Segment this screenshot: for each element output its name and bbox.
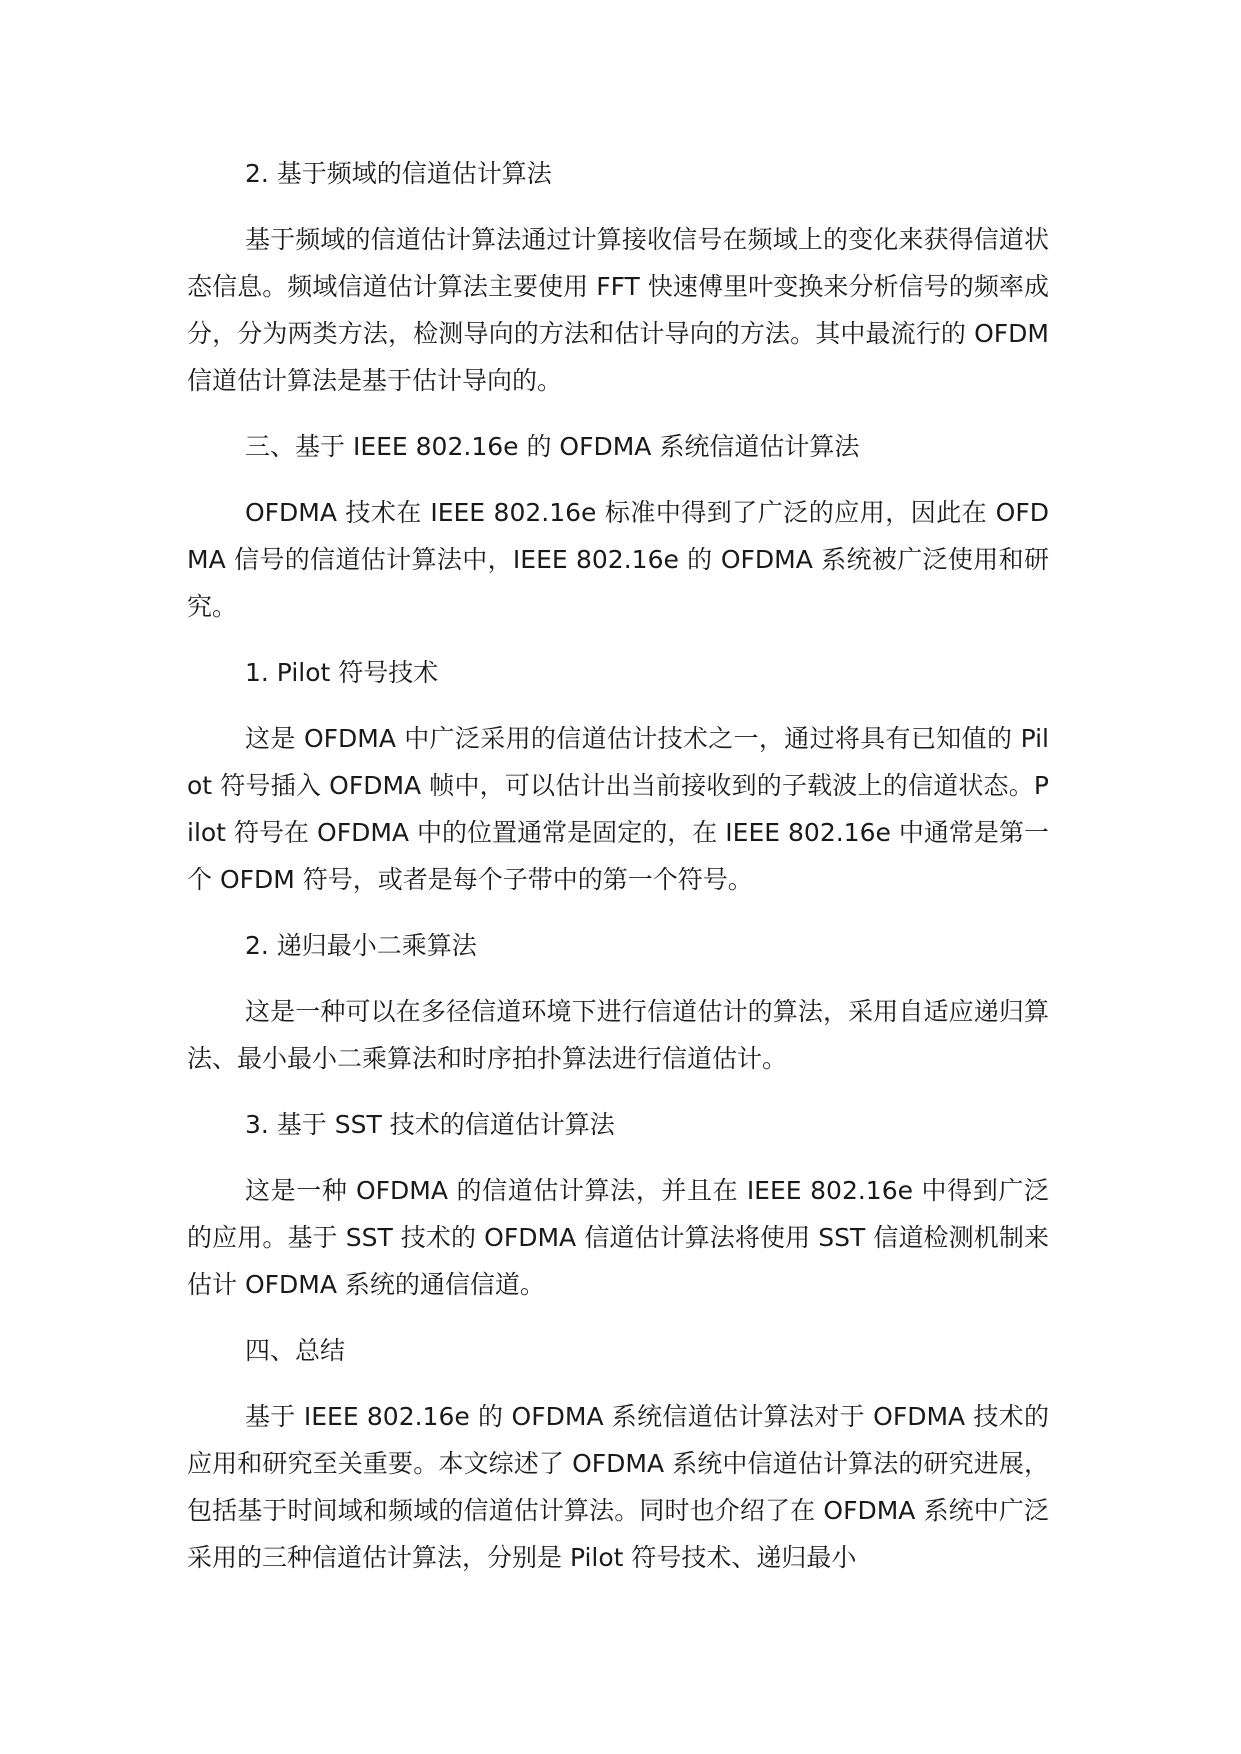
section-heading-pilot: 1. Pilot 符号技术 <box>245 658 439 687</box>
section-heading-sst: 3. 基于 SST 技术的信道估计算法 <box>245 1110 615 1139</box>
paragraph-ieee: OFDMA 技术在 IEEE 802.16e 标准中得到了广泛的应用，因此在 OFDMA 信号的信道估计算法中，IEEE 802.16e 的 OFDMA 系统被广泛使用和研究。 <box>187 498 1049 621</box>
section-heading-rls: 2. 递归最小二乘算法 <box>245 931 477 960</box>
paragraph-sst: 这是一种 OFDMA 的信道估计算法，并且在 IEEE 802.16e 中得到广泛的应用。基于 SST 技术的 OFDMA 信道估计算法将使用 SST 信道检测机制来估计 OFDMA 系统的通信信道。 <box>187 1176 1049 1299</box>
paragraph-rls: 这是一种可以在多径信道环境下进行信道估计的算法，采用自适应递归算法、最小最小二乘算法和时序拍扑算法进行信道估计。 <box>187 997 1049 1073</box>
paragraph-pilot: 这是 OFDMA 中广泛采用的信道估计技术之一，通过将具有已知值的 Pilot 符号插入 OFDMA 帧中，可以估计出当前接收到的子载波上的信道状态。Pilot 符号在 OFDMA 中的位置通常是固定的，在 IEEE 802.16e 中通常是第一个 OFDM 符号，或者是每个子带中的第一个符号。 <box>187 724 1049 894</box>
section-heading-ieee: 三、基于 IEEE 802.16e 的 OFDMA 系统信道估计算法 <box>245 432 860 461</box>
paragraph-summary: 基于 IEEE 802.16e 的 OFDMA 系统信道估计算法对于 OFDMA 技术的应用和研究至关重要。本文综述了 OFDMA 系统中信道估计算法的研究进展，包括基于时间域和频域的信道估计算法。同时也介绍了在 OFDMA 系统中广泛采用的三种信道估计算法，分别是 Pilot 符号技术、递归最小 <box>187 1402 1049 1572</box>
section-heading-freq-domain: 2. 基于频域的信道估计算法 <box>245 159 552 188</box>
section-heading-summary: 四、总结 <box>245 1336 346 1365</box>
document-body <box>187 150 1049 1600</box>
paragraph-freq-domain: 基于频域的信道估计算法通过计算接收信号在频域上的变化来获得信道状态信息。频域信道估计算法主要使用 FFT 快速傅里叶变换来分析信号的频率成分，分为两类方法，检测导向的方法和估计导向的方法。其中最流行的 OFDM 信道估计算法是基于估计导向的。 <box>187 225 1049 395</box>
